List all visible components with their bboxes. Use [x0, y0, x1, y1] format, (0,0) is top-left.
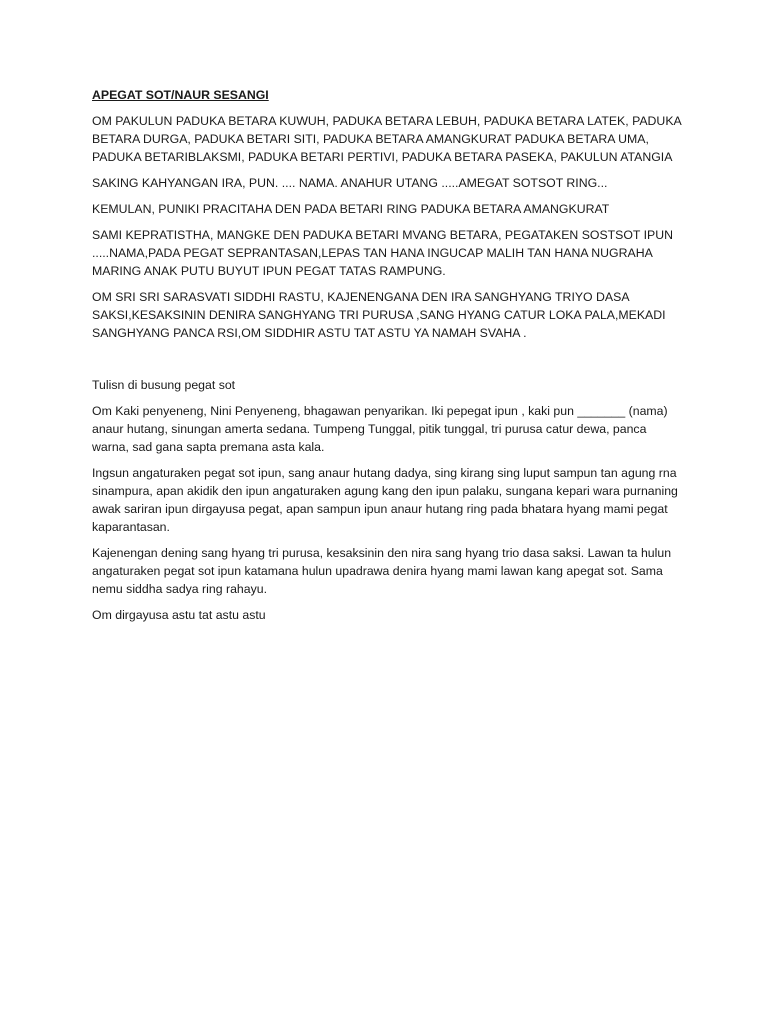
paragraph-kemulan: KEMULAN, PUNIKI PRACITAHA DEN PADA BETARI RING PADUKA BETARA AMANGKURAT [92, 202, 610, 216]
section-gap [92, 350, 682, 376]
document-page [92, 86, 682, 632]
paragraph-invocation: OM PAKULUN PADUKA BETARA KUWUH, PADUKA BETARA LEBUH, PADUKA BETARA LATEK, PADUKA BETARA DURGA, PADUKA BETARI SITI, PADUKA BETARA AMANGKURAT PADUKA BETARA UMA, PADUKA BETARIBLAKSMI, PADUKA BETARI PERTIVI, PADUKA BETARA PASEKA, PAKULUN ATANGIA [92, 114, 682, 164]
paragraph-ingsun: Ingsun angaturaken pegat sot ipun, sang anaur hutang dadya, sing kirang sing luput sampun tan agung rna sinampura, apan akidik den ipun angaturaken agung kang den ipun palaku, sungana kepari wara purnaning awak sariran ipun dirgayusa pegat, apan sampun ipun anaur hutang ring pada bhatara hyang mami pegat kaparantasan. [92, 466, 678, 534]
paragraph-closing: Om dirgayusa astu tat astu astu [92, 608, 266, 622]
paragraph-kepratistha: SAMI KEPRATISTHA, MANGKE DEN PADUKA BETARI MVANG BETARA, PEGATAKEN SOSTSOT IPUN .....NAMA,PADA PEGAT SEPRANTASAN,LEPAS TAN HANA INGUCAP MALIH TAN HANA NUGRAHA MARING ANAK PUTU BUYUT IPUN PEGAT TATAS RAMPUNG. [92, 228, 674, 278]
document-title: APEGAT SOT/NAUR SESANGI [92, 88, 269, 102]
paragraph-kaki-penyeneng: Om Kaki penyeneng, Nini Penyeneng, bhagawan penyarikan. Iki pepegat ipun , kaki pun _______ (nama) anaur hutang, sinungan amerta sedana. Tumpeng Tunggal, pitik tunggal, tri purusa catur dewa, panca warna, sad gana sapta premana asta kala. [92, 404, 668, 454]
section-heading-busung: Tulisn di busung pegat sot [92, 378, 236, 392]
paragraph-sarasvati: OM SRI SRI SARASVATI SIDDHI RASTU, KAJENENGANA DEN IRA SANGHYANG TRIYO DASA SAKSI,KESAKSININ DENIRA SANGHYANG TRI PURUSA ,SANG HYANG CATUR LOKA PALA,MEKADI SANGHYANG PANCA RSI,OM SIDDHIR ASTU TAT ASTU YA NAMAH SVAHA . [92, 290, 666, 340]
paragraph-kajenengan: Kajenengan dening sang hyang tri purusa, kesaksinin den nira sang hyang trio dasa saksi. Lawan ta hulun angaturaken pegat sot ipun katamana hulun upadrawa denira hyang mami lawan kang apegat sot. Sama nemu siddha sadya ring rahayu. [92, 546, 672, 596]
paragraph-kahyangan: SAKING KAHYANGAN IRA, PUN. .... NAMA. ANAHUR UTANG .....AMEGAT SOTSOT RING... [92, 176, 608, 190]
